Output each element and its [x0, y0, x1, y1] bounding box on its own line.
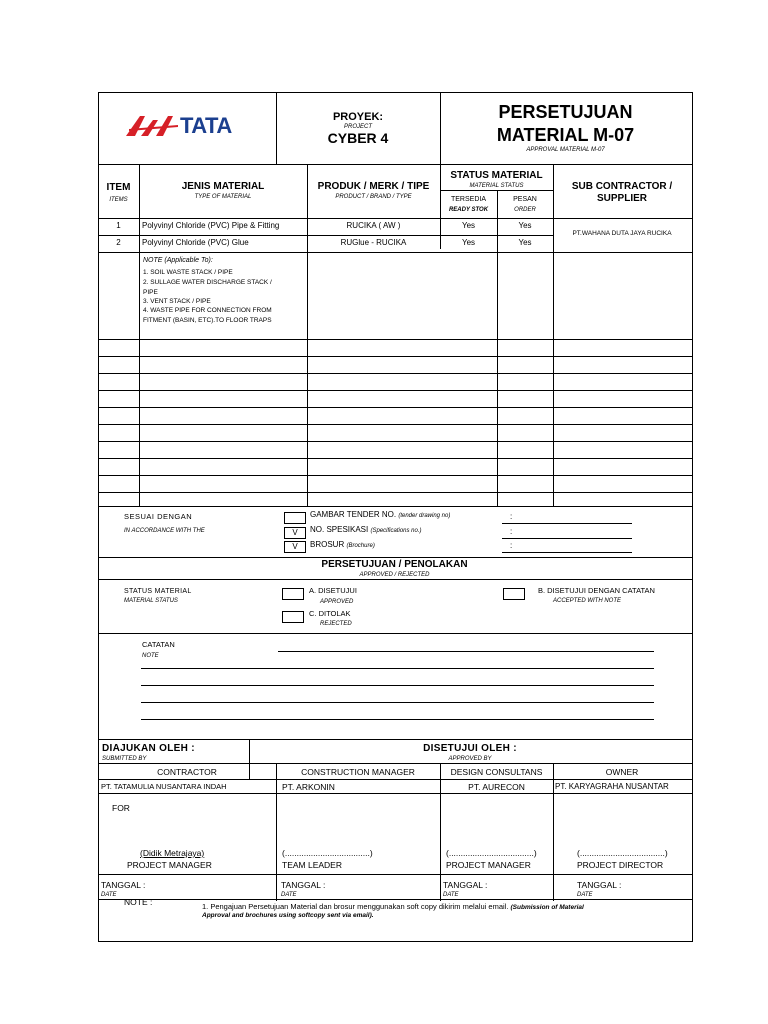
table-row [98, 458, 692, 459]
spec-checkbox[interactable]: V [284, 527, 306, 539]
approval-title: PERSETUJUAN / PENOLAKAN [321, 559, 468, 570]
tender-field[interactable] [502, 523, 632, 524]
accepted-note-label: B. DISETUJUI DENGAN CATATAN [538, 586, 655, 595]
date-sub: DATE [281, 892, 297, 898]
divider [98, 235, 553, 236]
brochure-label: BROSUR (Brochure) [310, 540, 375, 549]
signer-position: PROJECT MANAGER [446, 860, 531, 870]
col-status-sub: MATERIAL STATUS [469, 183, 524, 189]
approval-status: STATUS MATERIAL [124, 588, 192, 595]
col-jenis-sub: TYPE OF MATERIAL [194, 194, 252, 200]
role-cm: CONSTRUCTION MANAGER [301, 767, 415, 777]
spec-colon: : [510, 527, 513, 536]
brochure-field[interactable] [502, 552, 632, 553]
role-owner: OWNER [605, 767, 639, 777]
note-line: 4. WASTE PIPE FOR CONNECTION FROM [143, 307, 272, 314]
col-jenis: JENIS MATERIAL [181, 181, 265, 192]
row-tersedia: Yes [461, 238, 476, 247]
role-design: DESIGN CONSULTANS [450, 767, 543, 777]
table-row [98, 475, 692, 476]
disetujui-sub: APPROVED BY [448, 756, 492, 762]
divider [98, 506, 692, 507]
divider [440, 190, 553, 191]
col-item: ITEM [106, 182, 131, 193]
title-line1: PERSETUJUAN [498, 102, 633, 122]
accordance-sub: IN ACCORDANCE WITH THE [124, 528, 205, 534]
divider [98, 739, 692, 740]
col-sub2: SUPPLIER [596, 193, 647, 204]
signer-position: PROJECT DIRECTOR [577, 860, 664, 870]
tanggal-label: TANGGAL : [443, 880, 488, 890]
col-produk: PRODUK / MERK / TIPE [317, 181, 430, 192]
note-line: 2. SULLAGE WATER DISCHARGE STACK / [143, 279, 272, 286]
catatan-line[interactable] [141, 719, 654, 720]
col-divider [553, 763, 554, 901]
accepted-note-sub: ACCEPTED WITH NOTE [553, 598, 622, 604]
row-no: 2 [116, 238, 121, 247]
spec-field[interactable] [502, 538, 632, 539]
logo-text: TATA [180, 113, 232, 138]
divider [98, 218, 692, 219]
footer-note-label: NOTE : [124, 897, 153, 907]
rejected-label: C. DITOLAK [309, 609, 351, 618]
signer-position: PROJECT MANAGER [127, 860, 212, 870]
divider [98, 874, 692, 875]
col-divider [307, 164, 308, 506]
row-pesan: Yes [518, 238, 532, 247]
approved-checkbox[interactable] [282, 588, 304, 600]
title-sub: APPROVAL MATERIAL M-07 [526, 147, 605, 153]
brochure-checkbox[interactable]: V [284, 541, 306, 553]
divider [98, 557, 692, 558]
accordance-label: SESUAI DENGAN [124, 512, 193, 521]
date-sub: DATE [443, 892, 459, 898]
catatan-line[interactable] [278, 651, 654, 652]
note-title: NOTE (Applicable To): [143, 257, 213, 264]
tanggal-label: TANGGAL : [281, 880, 326, 890]
row-no: 1 [116, 221, 121, 230]
tanggal-label: TANGGAL : [577, 880, 622, 890]
signer-position: TEAM LEADER [282, 860, 342, 870]
table-row [98, 441, 692, 442]
tender-label: GAMBAR TENDER NO. (tender drawing no) [310, 510, 451, 519]
divider [98, 164, 692, 165]
approved-sub: APPROVED [320, 599, 354, 605]
spec-label: NO. SPESIKASI (Specifications no.) [310, 525, 422, 534]
signer-name: (....................................) [282, 848, 373, 858]
supplier-name: PT.WAHANA DUTA JAYA RUCIKA [572, 230, 672, 237]
catatan-sub: NOTE [142, 653, 159, 659]
project-sub: PROJECT [343, 124, 372, 130]
signer-name: (....................................) [446, 848, 537, 858]
col-status: STATUS MATERIAL [450, 170, 543, 181]
table-row [98, 390, 692, 391]
note-line: PIPE [143, 289, 158, 296]
col-tersedia-sub: READY STOK [448, 207, 489, 213]
company-cm: PT. ARKONIN [282, 782, 335, 792]
signer-name: (....................................) [577, 848, 668, 858]
brochure-colon: : [510, 541, 513, 550]
rejected-sub: REJECTED [320, 621, 352, 627]
footer-line1: 1. Pengajuan Persetujuan Material dan brosur menggunakan soft copy dikirim melalui email. (Submission of Material [202, 902, 584, 911]
diajukan-sub: SUBMITTED BY [102, 756, 147, 762]
row-jenis: Polyvinyl Chloride (PVC) Glue [142, 238, 249, 247]
col-item-sub: ITEMS [109, 197, 128, 203]
date-sub: DATE [101, 892, 117, 898]
row-produk: RUGlue - RUCIKA [340, 238, 407, 247]
tata-logo-icon [126, 115, 182, 137]
accepted-note-checkbox[interactable] [503, 588, 525, 600]
date-sub: DATE [577, 892, 593, 898]
table-row [98, 356, 692, 357]
col-pesan-sub: ORDER [514, 207, 536, 213]
for-label: FOR [112, 803, 130, 813]
approved-label: A. DISETUJUI [309, 586, 357, 595]
col-divider [276, 763, 277, 901]
col-pesan: PESAN [513, 196, 537, 203]
table-row [98, 339, 692, 340]
table-row [98, 373, 692, 374]
role-contractor: CONTRACTOR [157, 767, 217, 777]
col-divider [553, 164, 554, 506]
footer-line2: Approval and brochures using softcopy sent via email). [202, 912, 374, 919]
proyek-label: PROYEK: [332, 111, 384, 123]
col-tersedia: TERSEDIA [450, 196, 486, 203]
rejected-checkbox[interactable] [282, 611, 304, 623]
divider [98, 252, 692, 253]
table-row [98, 407, 692, 408]
row-jenis: Polyvinyl Chloride (PVC) Pipe & Fitting [142, 221, 280, 230]
row-pesan: Yes [518, 221, 532, 230]
table-row [98, 424, 692, 425]
disetujui-label: DISETUJUI OLEH : [423, 743, 517, 754]
divider [98, 779, 692, 780]
col-divider [139, 164, 140, 506]
col-produk-sub: PRODUCT / BRAND / TYPE [335, 194, 412, 200]
company-owner: PT. KARYAGRAHA NUSANTAR [555, 782, 669, 791]
company-contractor: PT. TATAMULIA NUSANTARA INDAH [101, 782, 227, 791]
divider [98, 579, 692, 580]
signer-name: (Didik Metrajaya) [140, 848, 205, 858]
tender-colon: : [510, 512, 513, 521]
note-line: 1. SOIL WASTE STACK / PIPE [143, 269, 233, 276]
approval-sub: APPROVED / REJECTED [359, 572, 430, 578]
row-tersedia: Yes [461, 221, 476, 230]
approval-status-sub: MATERIAL STATUS [124, 598, 178, 604]
title-line2: MATERIAL M-07 [496, 125, 635, 145]
table-row [98, 492, 692, 493]
diajukan-label: DIAJUKAN OLEH : [102, 743, 195, 754]
divider [98, 633, 692, 634]
note-line: FITMENT (BASIN, ETC).TO FLOOR TRAPS [143, 317, 272, 324]
catatan-line[interactable] [141, 685, 654, 686]
col-sub: SUB CONTRACTOR / [571, 181, 673, 192]
row-produk: RUCIKA ( AW ) [346, 221, 401, 230]
note-line: 3. VENT STACK / PIPE [143, 298, 211, 305]
divider [98, 763, 692, 764]
catatan-line[interactable] [141, 702, 654, 703]
tender-checkbox[interactable] [284, 512, 306, 524]
tanggal-label: TANGGAL : [101, 880, 146, 890]
company-design: PT. AURECON [468, 782, 525, 792]
project-name: CYBER 4 [327, 130, 389, 146]
catatan-line[interactable] [141, 668, 654, 669]
catatan-label: CATATAN [142, 640, 175, 649]
divider [98, 793, 692, 794]
divider [98, 899, 692, 900]
